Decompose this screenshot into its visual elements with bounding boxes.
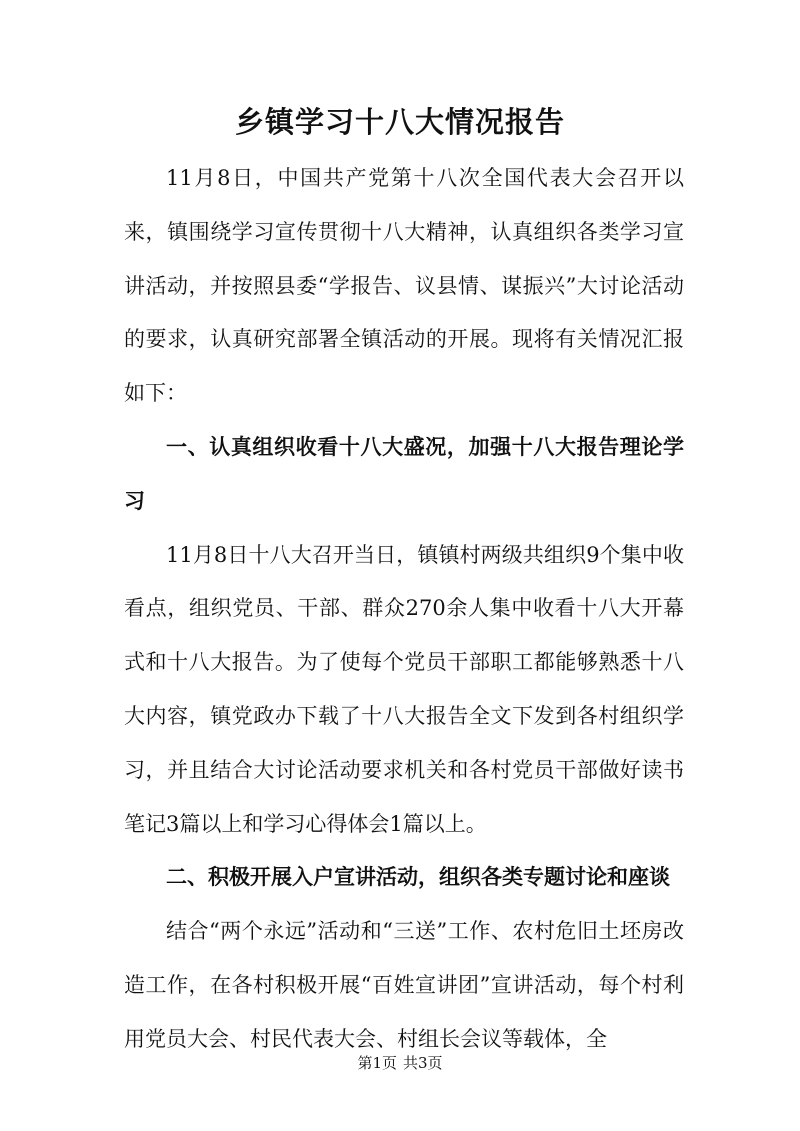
section-heading-1: 一、认真组织收看十八大盛况，加强十八大报告理论学习 xyxy=(124,434,684,513)
section-2-paragraph: 结合“两个永远”活动和“三送”工作、农村危旧土坯房改造工作，在各村积极开展“百姓宣讲团”宣讲活动，每个村利用党员大会、村民代表大会、村组长会议等载体，全 xyxy=(124,919,684,1051)
section-heading-2: 二、积极开展入户宣讲活动，组织各类专题讨论和座谈 xyxy=(166,865,670,890)
document-body xyxy=(124,152,684,1067)
document-title: 乡镇学习十八大情况报告 xyxy=(234,105,565,139)
page-number: 第1页 xyxy=(357,1054,397,1072)
page-footer xyxy=(0,1053,800,1073)
section-1-paragraph: 11月8日十八大召开当日，镇镇村两级共组织9个集中收看点，组织党员、干部、群众270余人集中收看十八大开幕式和十八大报告。为了使每个党员干部职工都能够熟悉十八大内容，镇党政办下载了十八大报告全文下发到各村组织学习，并且结合大讨论活动要求机关和各村党员干部做好读书笔记3篇以上和学习心得体会1篇以上。 xyxy=(124,542,684,836)
intro-paragraph: 11月8日，中国共产党第十八次全国代表大会召开以来，镇围绕学习宣传贯彻十八大精神，认真组织各类学习宣讲活动，并按照县委“学报告、议县情、谋振兴”大讨论活动的要求，认真研究部署全镇活动的开展。现将有关情况汇报如下： xyxy=(124,166,684,406)
page-total: 共3页 xyxy=(403,1054,443,1072)
